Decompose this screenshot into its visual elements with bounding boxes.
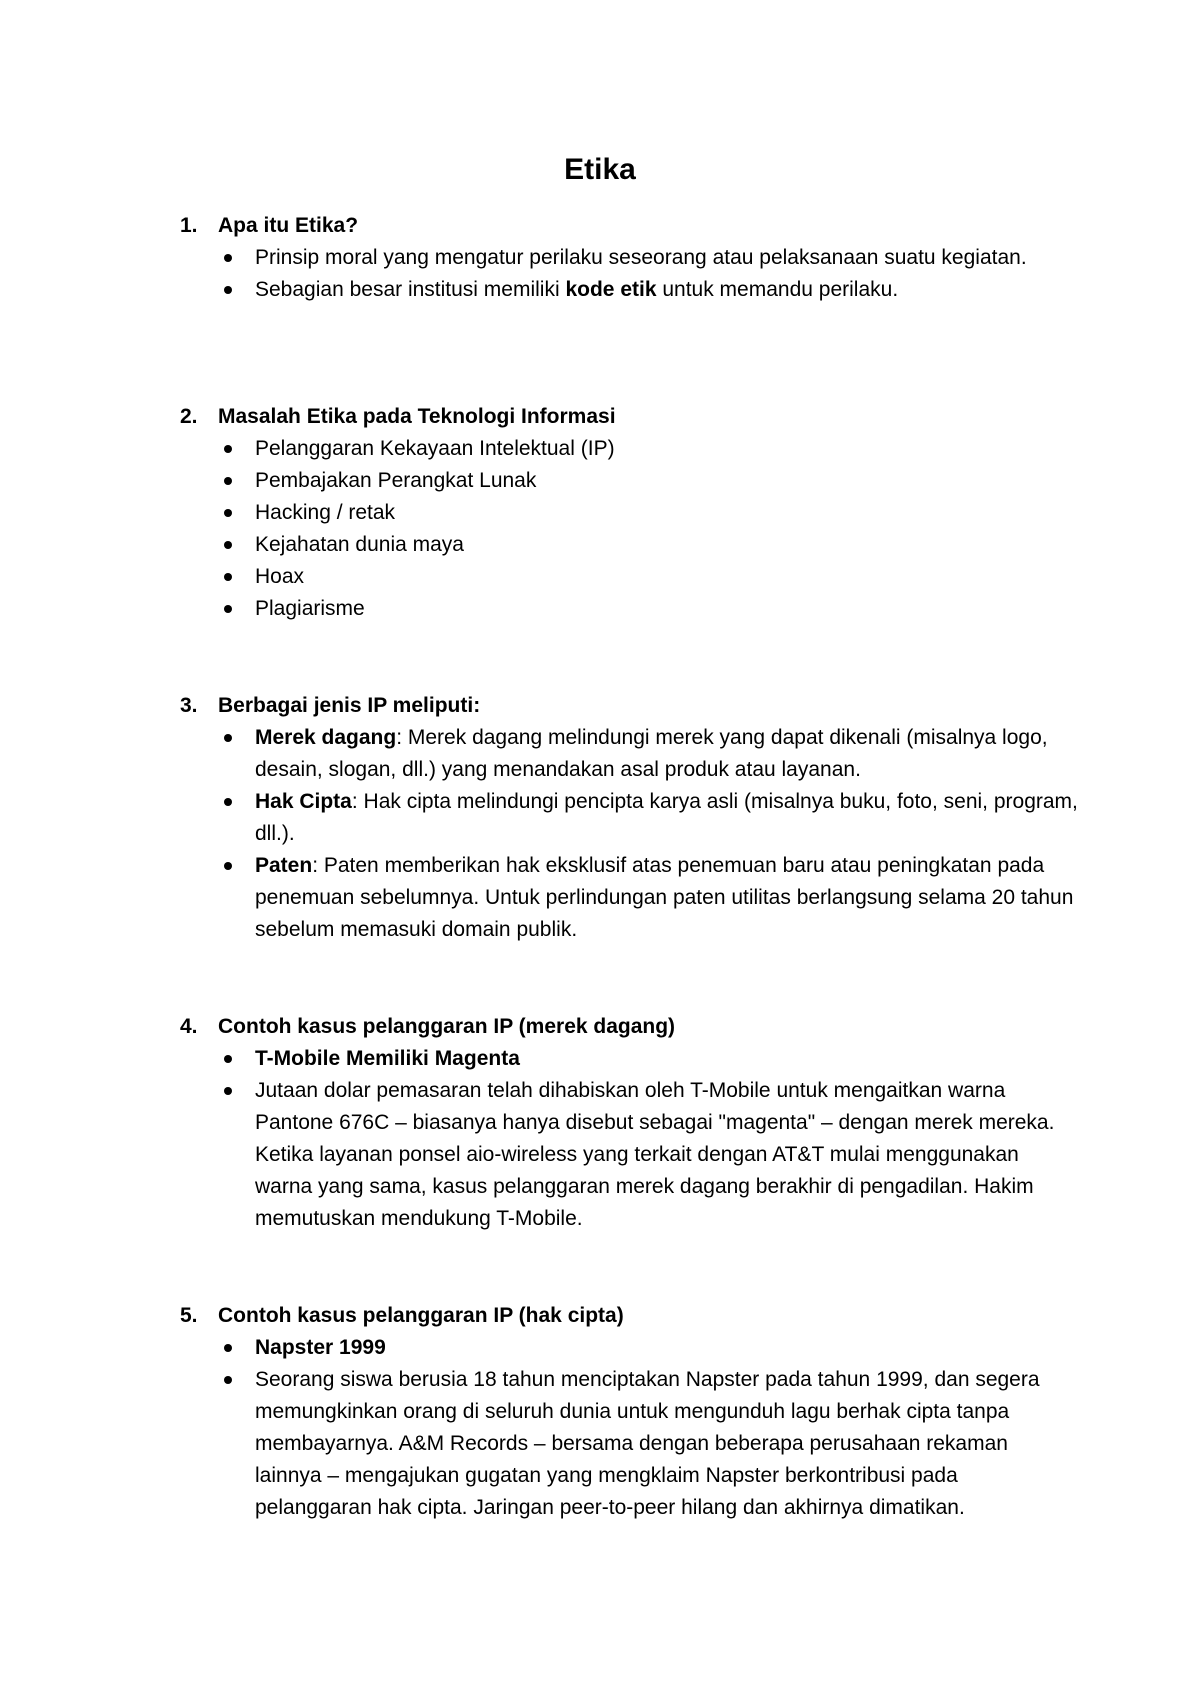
bullet-list (180, 242, 1080, 306)
bold-term: Napster 1999 (255, 1336, 386, 1359)
section-heading-text: Contoh kasus pelanggaran IP (hak cipta) (218, 1304, 624, 1327)
section-3 (180, 690, 1080, 946)
section-heading (180, 1300, 1080, 1332)
document-title: Etika (564, 153, 636, 186)
list-item: Hacking / retak (180, 497, 1080, 529)
bullet-icon (224, 541, 232, 549)
bullet-icon (224, 445, 232, 453)
bold-term: Hak Cipta (255, 790, 352, 813)
bullet-icon (224, 862, 232, 870)
bullet-icon (224, 605, 232, 613)
section-number: 1. (180, 214, 198, 237)
bullet-icon (224, 286, 232, 294)
bold-term: T-Mobile Memiliki Magenta (255, 1047, 520, 1070)
section-number: 5. (180, 1304, 198, 1327)
bullet-list (180, 1332, 1080, 1524)
list-item: Hoax (180, 561, 1080, 593)
bullet-icon (224, 509, 232, 517)
list-item: Merek dagang: Merek dagang melindungi merek yang dapat dikenali (misalnya logo, desain, slogan, dll.) yang menandakan asal produk atau layanan. (180, 722, 1080, 786)
bullet-icon (224, 734, 232, 742)
list-item: Pelanggaran Kekayaan Intelektual (IP) (180, 433, 1080, 465)
section-heading (180, 1011, 1080, 1043)
section-heading (180, 690, 1080, 722)
list-item (180, 1043, 1080, 1075)
list-item: Kejahatan dunia maya (180, 529, 1080, 561)
bold-term: Paten (255, 854, 313, 877)
section-heading (180, 401, 1080, 433)
bullet-icon (224, 477, 232, 485)
section-1 (180, 210, 1080, 306)
bullet-list (180, 1043, 1080, 1235)
section-5 (180, 1300, 1080, 1524)
bullet-icon (224, 1344, 232, 1352)
bullet-list (180, 433, 1080, 625)
section-2 (180, 401, 1080, 625)
section-heading-text: Apa itu Etika? (218, 214, 359, 237)
bullet-list (180, 722, 1080, 946)
list-item: Sebagian besar institusi memiliki kode etik untuk memandu perilaku. (180, 274, 1080, 306)
bullet-icon (224, 798, 232, 806)
bullet-icon (224, 254, 232, 262)
list-item: Pembajakan Perangkat Lunak (180, 465, 1080, 497)
bullet-icon (224, 1087, 232, 1095)
bold-term: kode etik (565, 278, 657, 301)
list-item (180, 1332, 1080, 1364)
list-item: Paten: Paten memberikan hak eksklusif atas penemuan baru atau peningkatan pada penemuan sebelumnya. Untuk perlindungan paten utilitas berlangsung selama 20 tahun sebelum memasuki domain publik. (180, 850, 1080, 946)
section-heading-text: Berbagai jenis IP meliputi: (218, 694, 481, 717)
section-heading-text: Contoh kasus pelanggaran IP (merek dagang) (218, 1015, 676, 1038)
bullet-icon (224, 1376, 232, 1384)
list-item: Hak Cipta: Hak cipta melindungi pencipta karya asli (misalnya buku, foto, seni, program, dll.). (180, 786, 1080, 850)
section-heading (180, 210, 1080, 242)
bold-term: Merek dagang (255, 726, 397, 749)
section-number: 2. (180, 405, 198, 428)
section-heading-text: Masalah Etika pada Teknologi Informasi (218, 405, 616, 428)
section-4 (180, 1011, 1080, 1235)
list-item: Jutaan dolar pemasaran telah dihabiskan oleh T-Mobile untuk mengaitkan warna Pantone 676C – biasanya hanya disebut sebagai "magenta" – dengan merek mereka. Ketika layanan ponsel aio-wireless yang terkait dengan AT&T mulai menggunakan warna yang sama, kasus pelanggaran merek dagang berakhir di pengadilan. Hakim memutuskan mendukung T-Mobile. (180, 1075, 1080, 1235)
list-item: Seorang siswa berusia 18 tahun menciptakan Napster pada tahun 1999, dan segera memungkinkan orang di seluruh dunia untuk mengunduh lagu berhak cipta tanpa membayarnya. A&M Records – bersama dengan beberapa perusahaan rekaman lainnya – mengajukan gugatan yang mengklaim Napster berkontribusi pada pelanggaran hak cipta. Jaringan peer-to-peer hilang dan akhirnya dimatikan. (180, 1364, 1080, 1524)
bullet-icon (224, 573, 232, 581)
section-number: 4. (180, 1015, 198, 1038)
list-item: Prinsip moral yang mengatur perilaku seseorang atau pelaksanaan suatu kegiatan. (180, 242, 1080, 274)
bullet-icon (224, 1055, 232, 1063)
list-item: Plagiarisme (180, 593, 1080, 625)
section-number: 3. (180, 694, 198, 717)
